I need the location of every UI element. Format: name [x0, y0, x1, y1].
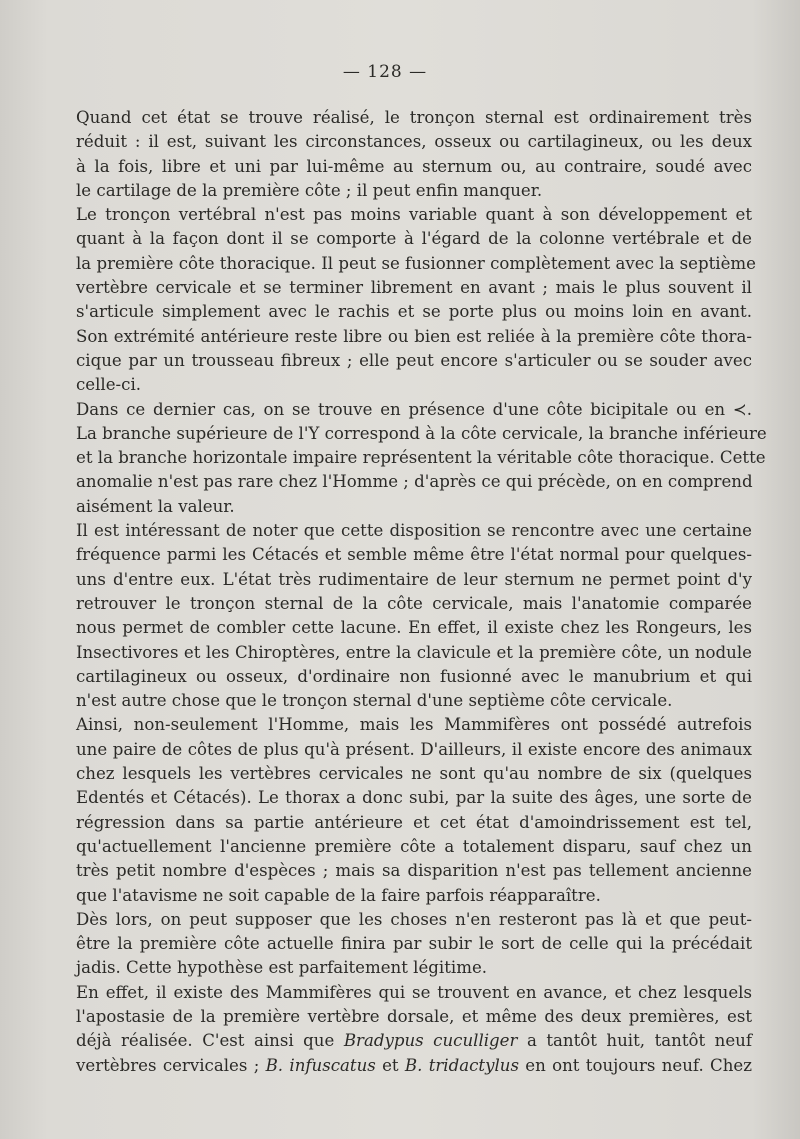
text-line: Ainsi, non-seulement l'Homme, mais les Mammifères ont possédé autrefois [76, 715, 752, 735]
text-line: cartilagineux ou osseux, d'ordinaire non fusionné avec le manubrium et qui [76, 666, 752, 686]
text-line: aisément la valeur. [76, 496, 235, 516]
species-name: B. infuscatus [265, 1055, 376, 1075]
paragraph-6 [52, 908, 752, 981]
text-run: a tantôt huit, tantôt neuf [517, 1031, 752, 1051]
text-line: très petit nombre d'espèces ; mais sa disparition n'est pas tellement ancienne [76, 861, 752, 881]
paragraph-4 [52, 519, 752, 713]
text-line: jadis. Cette hypothèse est parfaitement légitime. [76, 958, 488, 978]
page-number: — 128 — [342, 62, 428, 82]
text-line: être la première côte actuelle finira par subir le sort de celle qui la précédait [76, 934, 752, 954]
text-line: chez lesquels les vertèbres cervicales ne sont qu'au nombre de six (quelques [76, 764, 752, 784]
text-line: à la fois, libre et uni par lui-même au sternum ou, au contraire, soudé avec [76, 156, 752, 176]
text-line: le cartilage de la première côte ; il peut enfin manquer. [76, 180, 543, 200]
text-run: et [375, 1055, 405, 1075]
text-line: cique par un trousseau fibreux ; elle peut encore s'articuler ou se souder avec [76, 350, 752, 370]
text-line: Son extrémité antérieure reste libre ou bien est reliée à la première côte thora- [76, 326, 752, 346]
text-line: vertèbre cervicale et se terminer librement en avant ; mais le plus souvent il [76, 278, 752, 298]
text-line: une paire de côtes de plus qu'à présent. D'ailleurs, il existe encore des animaux [76, 739, 752, 759]
paragraph-5 [52, 713, 752, 907]
text-run: en ont toujours neuf. Chez [518, 1055, 753, 1075]
text-line: uns d'entre eux. L'état très rudimentaire de leur sternum ne permet point d'y [76, 569, 752, 589]
paragraph-2 [52, 203, 756, 397]
species-name: B. tridactylus [404, 1055, 519, 1075]
text-line [52, 1029, 752, 1053]
text-line: qu'actuellement l'ancienne première côte a totalement disparu, sauf chez un [76, 836, 752, 856]
species-name: Bradypus cuculliger [343, 1031, 518, 1051]
text-line: Dès lors, on peut supposer que les choses n'en resteront pas là et que peut- [76, 909, 752, 929]
text-line: la première côte thoracique. Il peut se fusionner complètement avec la septième [76, 253, 756, 273]
text-line: retrouver le tronçon sternal de la côte cervicale, mais l'anatomie comparée [76, 593, 752, 613]
paragraph-3 [52, 398, 767, 519]
text-line: Il est intéressant de noter que cette disposition se rencontre avec une certaine [76, 521, 752, 541]
text-line: En effet, il existe des Mammifères qui se trouvent en avance, et chez lesquels [76, 982, 752, 1002]
text-line: Dans ce dernier cas, on se trouve en présence d'une côte bicipitale ou en ≺. [76, 399, 752, 419]
text-line: l'apostasie de la première vertèbre dorsale, et même des deux premières, est [76, 1006, 752, 1026]
text-line: celle-ci. [76, 375, 142, 395]
text-line: s'articule simplement avec le rachis et se porte plus ou moins loin en avant. [76, 302, 752, 322]
text-line: nous permet de combler cette lacune. En effet, il existe chez les Rongeurs, les [76, 618, 752, 638]
text-line: Edentés et Cétacés). Le thorax a donc subi, par la suite des âges, une sorte de [76, 788, 752, 808]
paragraph-1 [52, 106, 752, 203]
text-line: Insectivores et les Chiroptères, entre la clavicule et la première côte, un nodule [76, 642, 752, 662]
text-run: déjà réalisée. C'est ainsi que [76, 1031, 344, 1051]
text-line: n'est autre chose que le tronçon sternal d'une septième côte cervicale. [76, 691, 673, 711]
paragraph-7 [52, 981, 752, 1078]
text-line: La branche supérieure de l'Y correspond à la côte cervicale, la branche inférieure [76, 423, 767, 443]
text-line: réduit : il est, suivant les circonstances, osseux ou cartilagineux, ou les deux [76, 132, 752, 152]
text-line [52, 1054, 752, 1078]
text-line: et la branche horizontale impaire représentent la véritable côte thoracique. Cette [76, 448, 766, 468]
text-line: fréquence parmi les Cétacés et semble même être l'état normal pour quelques- [76, 545, 752, 565]
body-text [52, 106, 767, 1078]
text-line: Quand cet état se trouve réalisé, le tronçon sternal est ordinairement très [76, 108, 752, 127]
text-line: quant à la façon dont il se comporte à l'égard de la colonne vertébrale et de [76, 229, 752, 249]
text-line: Le tronçon vertébral n'est pas moins variable quant à son développement et [76, 205, 752, 225]
text-line: régression dans sa partie antérieure et cet état d'amoindrissement est tel, [76, 812, 752, 832]
text-run: vertèbres cervicales ; [76, 1055, 266, 1075]
text-line: anomalie n'est pas rare chez l'Homme ; d'après ce qui précède, on en comprend [76, 472, 753, 492]
text-line: que l'atavisme ne soit capable de la faire parfois réapparaître. [76, 885, 601, 905]
